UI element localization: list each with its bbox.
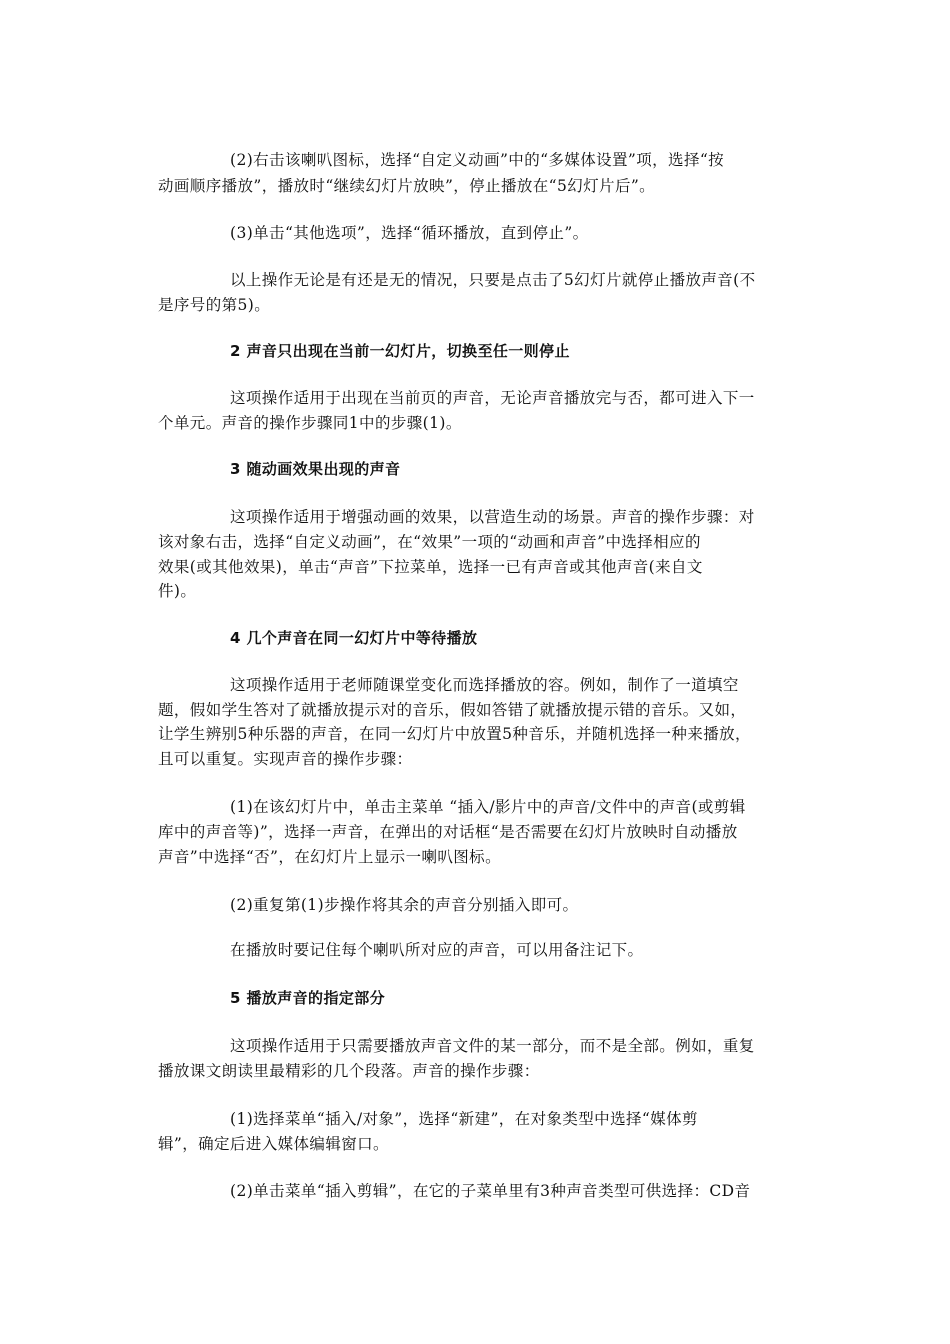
- section-heading: 5 播放声音的指定部分: [230, 989, 386, 1007]
- para-line: 动画顺序播放”，播放时“继续幻灯片放映”，停止播放在“5幻灯片后”。: [158, 177, 656, 195]
- para-line: 让学生辨别5种乐器的声音，在同一幻灯片中放置5种音乐，并随机选择一种来播放，: [158, 725, 751, 743]
- para-line: 该对象右击，选择“自定义动画”，在“效果”一项的“动画和声音”中选择相应的: [158, 533, 701, 551]
- para-line: 题，假如学生答对了就播放提示对的音乐，假如答错了就播放提示错的音乐。又如，: [158, 701, 747, 719]
- para-line: (2)右击该喇叭图标，选择“自定义动画”中的“多媒体设置”项，选择“按: [230, 151, 725, 169]
- para-line: 这项操作适用于出现在当前页的声音，无论声音播放完与否，都可进入下一: [230, 389, 755, 407]
- section-heading: 2 声音只出现在当前一幻灯片，切换至任一则停止: [230, 342, 570, 360]
- section-heading: 3 随动画效果出现的声音: [230, 460, 401, 478]
- para-line: (1)在该幻灯片中，单击主菜单 “插入/影片中的声音/文件中的声音(或剪辑: [230, 798, 746, 816]
- para-line: 件)。: [158, 582, 197, 600]
- para-line: 以上操作无论是有还是无的情况，只要是点击了5幻灯片就停止播放声音(不: [230, 271, 756, 289]
- para-line: 声音”中选择“否”，在幻灯片上显示一喇叭图标。: [158, 848, 501, 866]
- para-line: (2)重复第(1)步操作将其余的声音分别插入即可。: [230, 896, 579, 914]
- para-line: 这项操作适用于老师随课堂变化而选择播放的容。例如，制作了一道填空: [230, 676, 739, 694]
- para-line: (2)单击菜单“插入剪辑”，在它的子菜单里有3种声音类型可供选择：CD音: [230, 1182, 751, 1200]
- para-line: 这项操作适用于只需要播放声音文件的某一部分，而不是全部。例如，重复: [230, 1037, 755, 1055]
- para-line: 效果(或其他效果)，单击“声音”下拉菜单，选择一已有声音或其他声音(来自文: [158, 558, 703, 576]
- section-heading: 4 几个声音在同一幻灯片中等待播放: [230, 629, 478, 647]
- para-line: 个单元。声音的操作步骤同1中的步骤(1)。: [158, 414, 462, 432]
- para-line: 在播放时要记住每个喇叭所对应的声音，可以用备注记下。: [230, 941, 644, 959]
- para-line: 辑”，确定后进入媒体编辑窗口。: [158, 1135, 389, 1153]
- para-line: 是序号的第5)。: [158, 296, 271, 314]
- para-line: 播放课文朗读里最精彩的几个段落。声音的操作步骤：: [158, 1062, 540, 1080]
- para-line: 这项操作适用于增强动画的效果，以营造生动的场景。声音的操作步骤：对: [230, 508, 755, 526]
- para-line: 且可以重复。实现声音的操作步骤：: [158, 750, 413, 768]
- para-line: (3)单击“其他选项”，选择“循环播放，直到停止”。: [230, 224, 589, 242]
- para-line: (1)选择菜单“插入/对象”，选择“新建”，在对象类型中选择“媒体剪: [230, 1110, 698, 1128]
- para-line: 库中的声音等)”，选择一声音，在弹出的对话框“是否需要在幻灯片放映时自动播放: [158, 823, 738, 841]
